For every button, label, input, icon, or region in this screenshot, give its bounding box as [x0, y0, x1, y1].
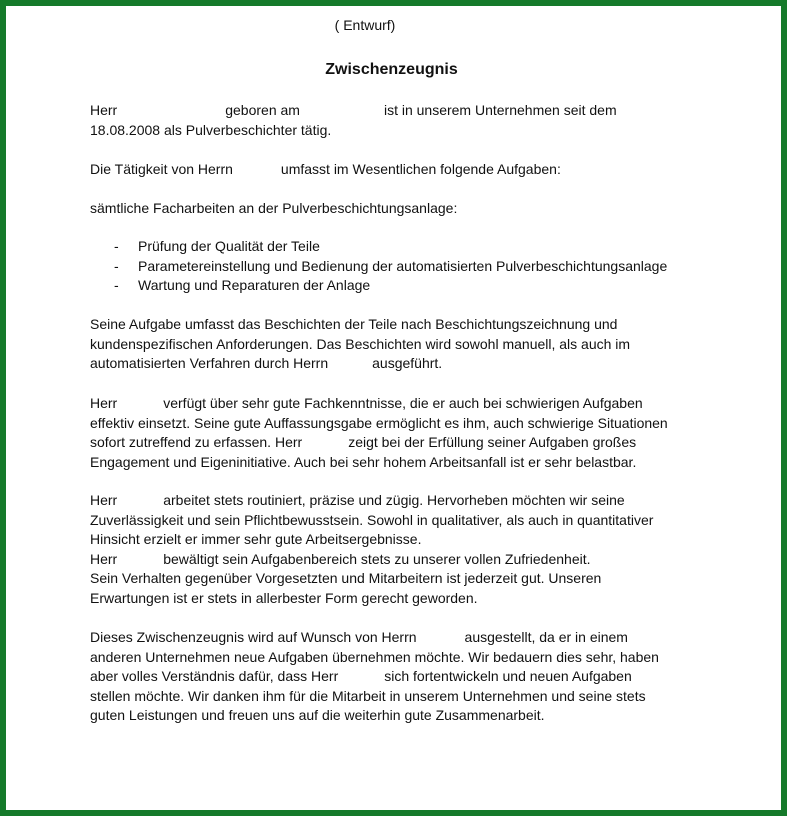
- fachkenntnisse-paragraph: [90, 394, 700, 472]
- leistung-line-5: Sein Verhalten gegenüber Vorgesetzten und Mitarbeitern ist jederzeit gut. Unseren: [90, 570, 602, 586]
- task-list: [90, 237, 700, 296]
- leistung-line-3: Hinsicht erzielt er immer sehr gute Arbeitsergebnisse.: [90, 531, 422, 547]
- schluss-line-3: [90, 667, 700, 687]
- fachkenntnisse-line-2: effektiv einsetzt. Seine gute Auffassungsgabe ermöglicht es ihm, auch schwierige Situationen: [90, 414, 668, 431]
- aufgabe-line-2: kundenspezifischen Anforderungen. Das Beschichten wird sowohl manuell, als auch im: [90, 335, 631, 352]
- taetigkeit-part-2: umfasst im Wesentlichen folgende Aufgaben:: [280, 161, 561, 177]
- leistung-line-2: Zuverlässigkeit und sein Pflichtbewusstsein. Sowohl in qualitativer, als auch in quantitativer: [90, 511, 654, 528]
- taetigkeit-paragraph: [90, 160, 700, 180]
- schluss-line-4: stellen möchte. Wir danken ihm für die Mitarbeit in unserem Unternehmen und seine stets: [90, 687, 646, 704]
- aufgabe-line-3: [90, 354, 700, 374]
- document-title: Zwischenzeugnis: [325, 61, 458, 78]
- leistung-line-6: Erwartungen ist er stets in allerbester Form gerecht geworden.: [90, 589, 478, 606]
- leistung-herr: Herr: [90, 492, 118, 508]
- fachkenntnisse-line-1b: verfügt über sehr gute Fachkenntnisse, die er auch bei schwierigen Aufgaben: [163, 395, 643, 411]
- leistung-paragraph: [90, 491, 700, 608]
- task-item: [90, 276, 700, 296]
- aufgabe-line-3b: ausgeführt.: [372, 355, 443, 371]
- intro-paragraph: [90, 101, 700, 140]
- fachkenntnisse-line-4: Engagement und Eigeninitiative. Auch bei sehr hohem Arbeitsanfall ist er sehr belastbar.: [90, 453, 637, 470]
- leistung-line-1: [90, 491, 700, 511]
- intro-line-1: [90, 101, 700, 121]
- list-dash: -: [114, 257, 119, 274]
- intro-line-2: 18.08.2008 als Pulverbeschichter tätig.: [90, 121, 332, 138]
- intro-seit-dem: ist in unserem Unternehmen seit dem: [383, 102, 617, 118]
- leistung-line-4: [90, 550, 700, 570]
- task-text: Wartung und Reparaturen der Anlage: [138, 277, 371, 293]
- intro-herr: Herr: [90, 102, 118, 118]
- schluss-line-2: anderen Unternehmen neue Aufgaben übernehmen möchte. Wir bedauern dies sehr, haben: [90, 648, 659, 665]
- fachkenntnisse-line-1: [90, 394, 700, 414]
- fachkenntnisse-line-3a: sofort zutreffend zu erfassen. Herr: [90, 434, 303, 450]
- task-text: Parametereinstellung und Bedienung der automatisierten Pulverbeschichtungsanlage: [138, 257, 668, 274]
- aufgabe-line-1: Seine Aufgabe umfasst das Beschichten der Teile nach Beschichtungszeichnung und: [90, 316, 618, 332]
- fachkenntnisse-herr: Herr: [90, 395, 118, 411]
- schluss-line-5: guten Leistungen und freuen uns auf die weiterhin gute Zusammenarbeit.: [90, 707, 545, 723]
- task-item: [90, 237, 700, 257]
- draft-label: ( Entwurf): [334, 17, 396, 33]
- schluss-line-1a: Dieses Zwischenzeugnis wird auf Wunsch von Herrn: [90, 629, 417, 645]
- leistung-herr-2: Herr: [90, 550, 118, 567]
- task-item: [90, 257, 700, 277]
- leistung-line-4b: bewältigt sein Aufgabenbereich stets zu unserer vollen Zufriedenheit.: [163, 550, 591, 567]
- schluss-line-3a: aber volles Verständnis dafür, dass Herr: [90, 668, 339, 684]
- leistung-line-1b: arbeitet stets routiniert, präzise und zügig. Hervorheben möchten wir seine: [163, 492, 625, 508]
- aufgabe-paragraph: [90, 315, 700, 374]
- schluss-line-1b: ausgestellt, da er in einem: [464, 629, 628, 645]
- list-dash: -: [114, 238, 119, 254]
- schluss-line-1: [90, 628, 700, 648]
- fachkenntnisse-line-3: [90, 433, 700, 453]
- facharbeiten-line: sämtliche Facharbeiten an der Pulverbeschichtungsanlage:: [90, 200, 458, 216]
- fachkenntnisse-line-3b: zeigt bei der Erfüllung seiner Aufgaben großes: [348, 434, 637, 450]
- aufgabe-line-3a: automatisierten Verfahren durch Herrn: [90, 355, 329, 371]
- intro-geboren-am: geboren am: [225, 102, 300, 118]
- list-dash: -: [114, 277, 119, 293]
- taetigkeit-part-1: Die Tätigkeit von Herrn: [90, 161, 233, 177]
- schluss-line-3b: sich fortentwickeln und neuen Aufgaben: [384, 668, 632, 684]
- schluss-paragraph: [90, 628, 700, 726]
- task-text: Prüfung der Qualität der Teile: [138, 238, 320, 254]
